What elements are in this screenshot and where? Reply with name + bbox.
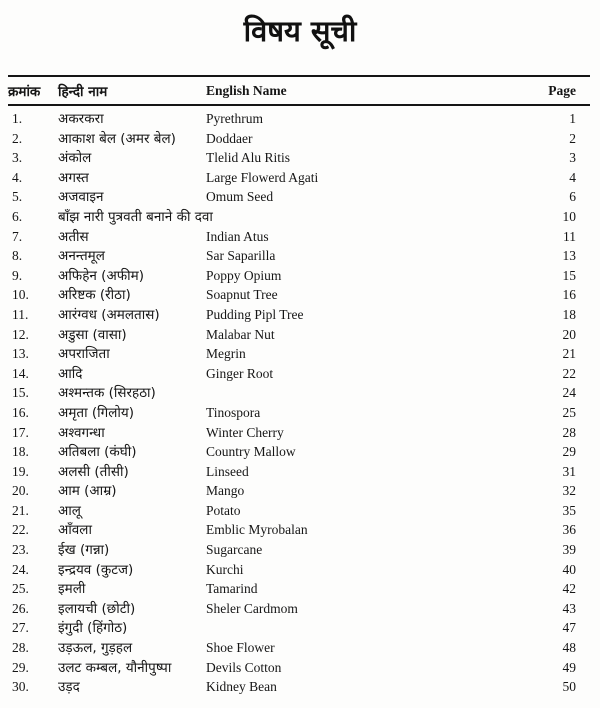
row-hindi-name: अनन्तमूल [58,248,105,265]
table-row [8,442,590,462]
row-hindi-name: इन्द्रयव (कुटज) [58,561,134,578]
table-row [8,599,590,619]
row-english-name: Sugarcane [206,542,263,558]
row-hindi-name: इंगुदी (हिंगोठ) [58,620,128,637]
row-hindi-name: आम (आम्र) [58,483,117,500]
row-page-number: 39 [562,542,576,558]
page-title: विषय सूची [243,14,357,48]
row-page-number: 16 [562,287,576,303]
row-serial-number: 18. [12,444,29,460]
row-hindi-name: उड़द [58,679,80,696]
row-serial-number: 29. [12,659,29,675]
table-body [8,106,590,697]
row-serial-number: 12. [12,326,29,342]
toc-table [8,75,590,697]
table-row [8,540,590,560]
row-serial-number: 10. [12,287,29,303]
row-serial-number: 14. [12,365,29,381]
row-hindi-name: अंकोल [58,150,92,167]
row-page-number: 4 [569,169,576,185]
table-row [8,187,590,207]
row-english-name: Megrin [206,346,246,362]
row-hindi-name: उड़ऊल, गुड़हल [58,640,133,657]
table-row [8,638,590,658]
row-page-number: 3 [569,150,576,166]
row-page-number: 50 [562,679,576,695]
table-row [8,560,590,580]
row-serial-number: 5. [12,189,23,205]
row-hindi-name: अगस्त [58,169,89,186]
row-hindi-name: आँवला [58,522,92,539]
row-hindi-name: अश्वगन्धा [58,424,105,441]
row-english-name: Poppy Opium [206,267,282,283]
row-serial-number: 26. [12,600,29,616]
row-page-number: 32 [562,483,576,499]
row-serial-number: 3. [12,150,23,166]
row-serial-number: 20. [12,483,29,499]
table-row [8,207,590,227]
row-english-name: Shoe Flower [206,640,275,656]
row-page-number: 47 [562,620,576,636]
row-hindi-name: अकरकरा [58,111,104,127]
table-row [8,129,590,149]
row-hindi-name: अडुसा (वासा) [58,326,127,343]
row-page-number: 48 [562,640,576,656]
table-row [8,383,590,403]
header-serial: क्रमांक [8,83,41,100]
row-serial-number: 1. [12,111,23,126]
row-english-name: Pudding Pipl Tree [206,306,304,322]
row-page-number: 11 [563,228,576,244]
row-serial-number: 30. [12,679,29,695]
row-page-number: 28 [562,424,576,440]
row-english-name: Soapnut Tree [206,287,278,303]
row-page-number: 10 [562,208,576,224]
row-hindi-name: आकाश बेल (अमर बेल) [58,130,176,147]
table-row [8,344,590,364]
row-english-name: Pyrethrum [206,111,263,126]
row-hindi-name: इलायची (छोटी) [58,600,136,617]
table-row [8,168,590,188]
row-serial-number: 13. [12,346,29,362]
row-page-number: 36 [562,522,576,538]
table-row [8,285,590,305]
row-serial-number: 27. [12,620,29,636]
table-row [8,579,590,599]
row-serial-number: 17. [12,424,29,440]
table-row [8,325,590,345]
row-english-name: Country Mallow [206,444,296,460]
row-hindi-name: ईख (गन्ना) [58,542,110,559]
row-serial-number: 24. [12,561,29,577]
row-page-number: 22 [562,365,576,381]
table-row [8,403,590,423]
row-serial-number: 21. [12,502,29,518]
row-english-name: Tlelid Alu Ritis [206,150,291,166]
row-page-number: 35 [562,502,576,518]
table-row [8,364,590,384]
header-hindi-name: हिन्दी नाम [58,83,108,100]
row-english-name: Linseed [206,463,249,479]
row-page-number: 18 [562,306,576,322]
row-english-name: Sheler Cardmom [206,600,298,616]
row-page-number: 29 [562,444,576,460]
row-hindi-name: उलट कम्बल, यौनीपुष्पा [58,659,172,676]
row-hindi-name: आलू [58,502,81,519]
row-english-name: Potato [206,502,241,518]
row-serial-number: 23. [12,542,29,558]
table-row [8,246,590,266]
row-hindi-name: अलसी (तीसी) [58,463,129,480]
table-row [8,618,590,638]
row-english-name: Devils Cotton [206,659,282,675]
row-english-name: Large Flowerd Agati [206,169,319,185]
table-row [8,266,590,286]
row-english-name: Malabar Nut [206,326,275,342]
row-page-number: 42 [562,581,576,597]
row-serial-number: 9. [12,267,23,283]
row-serial-number: 7. [12,228,23,244]
table-row [8,462,590,482]
row-hindi-name: अरिष्टक (रीठा) [58,287,131,304]
row-page-number: 15 [562,267,576,283]
row-page-number: 24 [562,385,576,401]
row-english-name: Omum Seed [206,189,274,205]
table-row [8,677,590,697]
row-serial-number: 28. [12,640,29,656]
table-row [8,148,590,168]
header-english-name: English Name [206,82,287,98]
row-page-number: 25 [562,404,576,420]
row-english-name: Ginger Root [206,365,274,381]
row-english-name: Tamarind [206,581,258,597]
table-row [8,658,590,678]
row-serial-number: 11. [12,306,29,322]
row-hindi-name: अतिबला (कंघी) [58,444,137,461]
table-row [8,520,590,540]
row-serial-number: 8. [12,248,23,264]
row-english-name: Sar Saparilla [206,248,276,264]
row-page-number: 2 [569,130,576,146]
row-english-name: Mango [206,483,245,499]
row-hindi-name: अमृता (गिलोय) [58,404,134,421]
row-english-name: Tinospora [206,404,261,420]
row-serial-number: 16. [12,404,29,420]
row-serial-number: 6. [12,208,23,224]
table-header-row [8,75,590,106]
row-english-name: Kurchi [206,561,244,577]
row-hindi-name: इमली [58,581,86,598]
row-serial-number: 2. [12,130,23,146]
row-hindi-name: अफिहेन (अफीम) [58,267,144,284]
row-english-name: Emblic Myrobalan [206,522,308,538]
row-hindi-name: आरंग्वध (अमलतास) [58,306,160,323]
row-serial-number: 19. [12,463,29,479]
row-hindi-name: आदि [58,365,83,382]
row-page-number: 40 [562,561,576,577]
row-english-name: Indian Atus [206,228,269,244]
table-row [8,109,590,129]
row-page-number: 20 [562,326,576,342]
row-hindi-name: अतीस [58,228,89,245]
row-english-name: Winter Cherry [206,424,284,440]
row-english-name: Kidney Bean [206,679,277,695]
row-page-number: 31 [562,463,576,479]
header-page: Page [548,82,576,98]
row-serial-number: 25. [12,581,29,597]
row-page-number: 6 [569,189,576,205]
table-row [8,501,590,521]
table-row [8,481,590,501]
row-page-number: 1 [569,111,576,126]
table-row [8,423,590,443]
row-page-number: 21 [562,346,576,362]
row-hindi-name: अपराजिता [58,346,110,363]
table-row [8,227,590,247]
row-serial-number: 22. [12,522,29,538]
row-page-number: 43 [562,600,576,616]
row-serial-number: 15. [12,385,29,401]
row-serial-number: 4. [12,169,23,185]
table-row [8,305,590,325]
row-page-number: 49 [562,659,576,675]
row-hindi-name: अश्मन्तक (सिरहठा) [58,385,156,402]
row-english-name: Doddaer [206,130,253,146]
row-hindi-name: अजवाइन [58,189,104,206]
row-hindi-name: बाँझ नारी पुत्रवती बनाने की दवा [58,208,213,225]
row-page-number: 13 [562,248,576,264]
